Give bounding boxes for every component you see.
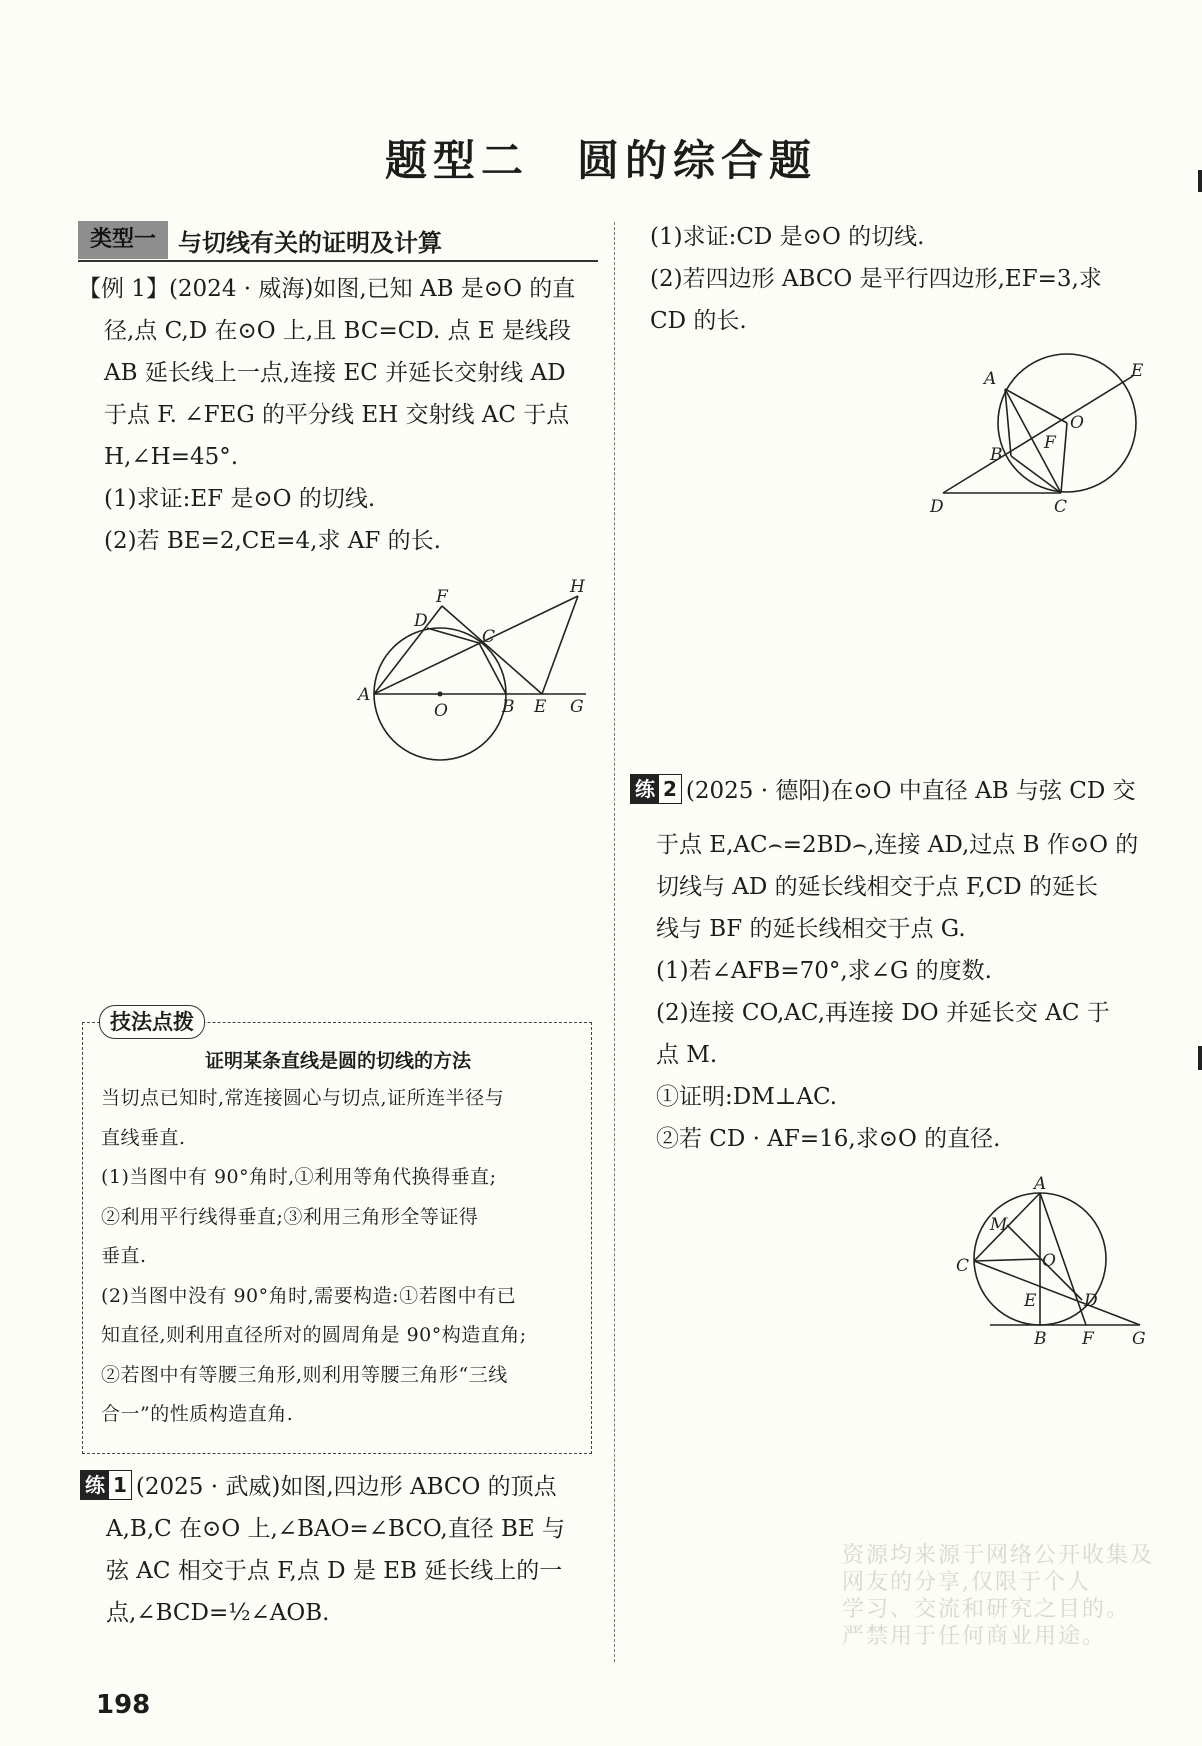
label-c: C [1054, 497, 1068, 517]
line-af [374, 606, 442, 694]
practice2-subquestion-1: ①证明:DM⊥AC. [656, 1084, 838, 1110]
label-m: M [990, 1215, 1008, 1235]
practice1-question-1: (1)求证:CD 是⊙O 的切线. [650, 224, 925, 250]
example1-question-2: (2)若 BE=2,CE=4,求 AF 的长. [104, 528, 441, 554]
practice2-line: 练 2 (2025 · 德阳)在⊙O 中直径 AB 与弦 CD 交 [630, 770, 1150, 812]
tips-line: 合一”的性质构造直角. [101, 1403, 294, 1425]
tips-line: ②若图中有等腰三角形,则利用等腰三角形“三线 [101, 1363, 508, 1386]
label-b: B [502, 697, 515, 717]
practice1-question-2: (2)若四边形 ABCO 是平行四边形,EF=3,求 [650, 266, 1102, 292]
practice1-tag: 练 1 [80, 1470, 132, 1500]
tips-line: (2)当图中没有 90°角时,需要构造:①若图中有已 [101, 1284, 517, 1307]
practice2-line: 线与 BF 的延长线相交于点 G. [656, 916, 966, 942]
watermark-line: 严禁用于任何商业用途。 [842, 1624, 1107, 1649]
label-e: E [534, 697, 547, 717]
label-b: B [1034, 1329, 1047, 1349]
label-o: O [1070, 413, 1084, 433]
practice1-line: 点,∠BCD=½∠AOB. [106, 1600, 330, 1626]
section-title: 与切线有关的证明及计算 [178, 228, 443, 257]
label-d: D [414, 611, 428, 631]
watermark [842, 1542, 1154, 1650]
label-a: A [1034, 1174, 1047, 1194]
label-o: O [434, 701, 448, 721]
line-bc [1011, 456, 1061, 493]
practice2-question-1: (1)若∠AFB=70°,求∠G 的度数. [656, 958, 992, 984]
practice1-block [80, 1466, 600, 1634]
label-f: F [1082, 1329, 1094, 1349]
right-column [650, 216, 1142, 342]
example1-line: 【例 1】(2024 · 威海)如图,已知 AB 是⊙O 的直 [78, 276, 576, 302]
practice1-figure [928, 346, 1148, 525]
edge-mark [1198, 170, 1202, 192]
tips-line: 直线垂直. [101, 1126, 186, 1149]
label-c: C [482, 627, 496, 647]
practice2-question-2: (2)连接 CO,AC,再连接 DO 并延长交 AC 于 [656, 1000, 1110, 1026]
watermark-line: 网友的分享,仅限于个人 [842, 1570, 1091, 1595]
example1-line: 于点 F. ∠FEG 的平分线 EH 交射线 AC 于点 [104, 402, 570, 428]
practice1-line: CD 的长. [650, 308, 747, 334]
label-c: C [956, 1256, 970, 1276]
page-title: 题型二 圆的综合题 [384, 136, 817, 185]
label-h: H [570, 577, 585, 597]
page-number: 198 [96, 1690, 151, 1720]
line-oc [1061, 423, 1067, 493]
label-a: A [984, 369, 997, 389]
practice2-line: 切线与 AD 的延长线相交于点 F,CD 的延长 [656, 874, 1099, 900]
tips-line: 当切点已知时,常连接圆心与切点,证所连半径与 [101, 1087, 505, 1109]
practice2-block [630, 770, 1150, 1160]
practice1-line: A,B,C 在⊙O 上,∠BAO=∠BCO,直径 BE 与 [106, 1516, 566, 1542]
practice2-subquestion-2: ②若 CD · AF=16,求⊙O 的直径. [656, 1126, 1001, 1152]
practice2-figure [950, 1176, 1150, 1355]
practice2-line: 点 M. [656, 1042, 718, 1068]
tips-heading: 证明某条直线是圆的切线的方法 [204, 1050, 471, 1072]
practice2-line: 于点 E,AC⌢=2BD⌢,连接 AD,过点 B 作⊙O 的 [656, 832, 1139, 858]
label-d: D [930, 497, 944, 517]
label-g: G [1132, 1329, 1146, 1349]
label-a: A [358, 685, 371, 705]
section-tag: 类型一 [78, 221, 168, 259]
example1-figure [356, 574, 596, 778]
label-f: F [1044, 433, 1056, 453]
example1-question-1: (1)求证:EF 是⊙O 的切线. [104, 486, 376, 512]
tips-line: 知直径,则利用直径所对的圆周角是 90°构造直角; [101, 1324, 527, 1346]
label-d: D [1084, 1291, 1098, 1311]
example1-block [78, 268, 598, 562]
label-e: E [1131, 361, 1144, 381]
label-e: E [1024, 1291, 1037, 1311]
left-column [78, 220, 598, 562]
tips-line: (1)当图中有 90°角时,①利用等角代换得垂直; [101, 1166, 497, 1188]
tips-line: ②利用平行线得垂直;③利用三角形全等证得 [101, 1205, 479, 1228]
label-f: F [436, 587, 448, 607]
watermark-line: 学习、交流和研究之目的。 [842, 1597, 1131, 1622]
column-divider [614, 222, 615, 1662]
watermark-line: 资源均来源于网络公开收集及 [842, 1543, 1155, 1568]
line-co [974, 1259, 1040, 1261]
example1-line: 径,点 C,D 在⊙O 上,且 BC=CD. 点 E 是线段 [104, 318, 571, 344]
edge-mark [1198, 1046, 1202, 1070]
example1-line: AB 延长线上一点,连接 EC 并延长交射线 AD [104, 360, 566, 386]
label-b: B [990, 445, 1003, 465]
tips-label: 技法点拨 [99, 1005, 205, 1039]
label-o: O [1042, 1251, 1056, 1271]
example1-line: H,∠H=45°. [104, 444, 239, 470]
line-fe [442, 606, 542, 694]
practice1-line: 练 1 (2025 · 武威)如图,四边形 ABCO 的顶点 [80, 1466, 600, 1508]
tips-line: 垂直. [101, 1245, 147, 1267]
label-g: G [570, 697, 584, 717]
practice1-line: 弦 AC 相交于点 F,点 D 是 EB 延长线上的一 [106, 1558, 563, 1584]
practice2-tag: 练 2 [630, 774, 682, 804]
center-dot [438, 692, 443, 697]
section-header [78, 220, 598, 262]
line-cg [974, 1261, 1140, 1325]
tips-box [82, 1010, 592, 1454]
